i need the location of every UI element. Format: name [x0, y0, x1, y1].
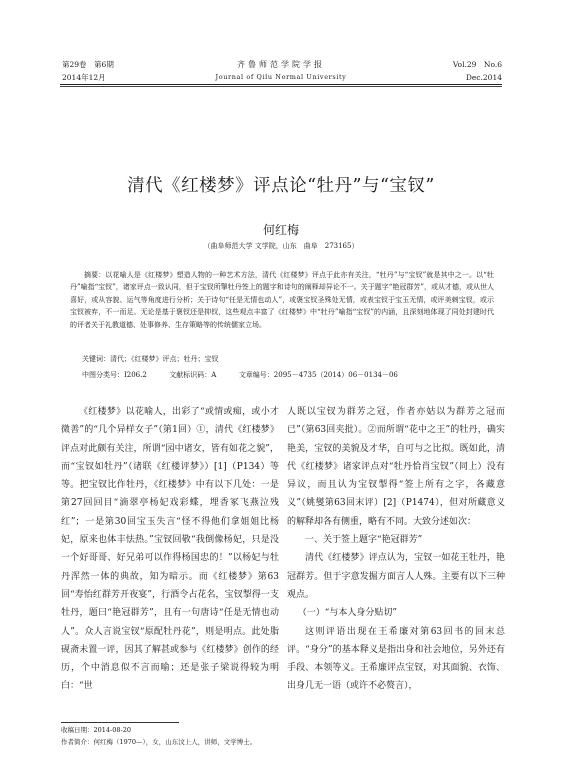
volume-issue-en: Vol.29 No.6 [452, 60, 502, 69]
journal-name-en: Journal of Qilu Normal University [215, 73, 347, 81]
abstract-text: 摘要：以花喻人是《红楼梦》塑造人物的一种艺术方法，清代《红楼梦》评点于此亦有关注，“牡丹”与“宝钗”就是其中之一。以“牡丹”喻指“宝钗”，诸家评点一致认同，但于宝钗所掣牡丹签上的题字和诗句的阐释却异论不一。关于题字“艳冠群芳”，或从才德，或从世人喜好，或从容貌、运气等角度进行分析；关于诗句“任是无情也动人”，或褒宝钗圣殊处无情，或表宝钗于宝玉无情，或评美刺宝钗，或示宝钗被弃，不一而足。无论是基于褒钗还是抑钗，这些观点丰富了《红楼梦》中“牡丹”喻指“宝钗”的内涵，且深刻地体现了同处封建时代的评者关于礼教道德、处事修养、生存策略等的传统儒家立场。 [70, 271, 494, 329]
body-paragraph: 清代《红楼梦》评点认为，宝钗一如花王牡丹，艳冠群芳。但于字意发掘方面言人人殊。主要有以下三种观点。 [287, 553, 505, 600]
body-paragraph: 人既以宝钗为群芳之冠，作者亦姑以为群芳之冠而已”（第63回夹批）。②而所谓“花中之王”的牡丹，确实艳美，宝钗的美貌及才华，自可与之比拟。既如此，清代《红楼梦》诸家评点对“牡丹恰肖宝钗”（同上）没有异议，而且认为宝钗掣得“签上所有之字，各藏意义”（姚燮第63回末评）[2]（P1474），但对所藏意义的解释却各有侧重，略有不同。大致分述如次： [287, 407, 505, 527]
issue-date: 2014年12月 [62, 73, 106, 82]
received-date: 收稿日期：2014-08-20 [61, 726, 131, 734]
body-left-column [61, 403, 279, 696]
section-heading: 一、关于签上题字“艳冠群芳” [305, 535, 423, 546]
volume-issue: 第29卷 第6期 [62, 60, 114, 69]
clc-number: 中图分类号：I206.2 [82, 371, 147, 379]
keywords: 关键词：清代；《红楼梦》评点；牡丹；宝钗 [82, 355, 219, 363]
body-right-column [287, 403, 505, 696]
article-title: 清代《红楼梦》评点论“牡丹”与“宝钗” [127, 176, 435, 196]
author-affiliation: （曲阜师范大学 文学院，山东 曲阜 273165） [203, 242, 359, 250]
subsection-heading: （一）“与本人身分贴切” [297, 608, 397, 619]
header-right [453, 58, 502, 84]
document-code: 文献标识码：A [169, 371, 217, 379]
header-rule [60, 84, 502, 85]
journal-name-cn: 齐鲁师范学院学报 [237, 60, 325, 69]
footnote-rule [61, 722, 179, 723]
body-paragraph: 《红楼梦》以花喻人，出彩了“或情或痴，或小才微善”的“几个异样女子”（第1回）①，清代《红楼梦》评点对此颇有关注，所谓“园中诸女，皆有如花之貌”，而“宝钗如牡丹”（诸联《红楼评梦》）[1]（P134）等等。把宝钗比作牡丹，《红楼梦》中有以下几处：一是第27回回目“滴翠亭杨妃戏彩蝶，埋香冢飞燕泣残红”；一是第30回宝玉失言“怪不得他们拿姐姐比杨妃，原来也体丰怯热。”宝钗回敬“我倒像杨妃，只是没一个好哥哥、好兄弟可以作得杨国忠的！”以杨妃与牡丹浑然一体的典故，知为暗示。而《红楼梦》第63回“寿怡红群芳开夜宴”，行酒令占花名，宝钗掣得一支牡丹，题曰“艳冠群芳”，且有一句唐诗“任是无情也动人”。众人言说宝钗“原配牡丹花”，则是明点。此处脂砚斋未置一评，因其了解甚或参与《红楼梦》创作的经历，个中消息似不言而喻；还是张子梁说得较为明白：“世 [61, 407, 279, 692]
abstract [70, 269, 494, 331]
issue-date-en: Dec.2014 [465, 73, 502, 82]
footnote [61, 725, 256, 748]
author-bio: 作者简介：何红梅（1970—），女，山东汶上人，讲师，文学博士。 [61, 737, 257, 746]
body-paragraph: 这则评语出现在王希廉对第63回书的回末总评。“身分”的基本释义是指出身和社会地位，另外还有手段、本领等义。王希廉评点宝钗，对其面貌、衣饰、出身几无一语（或许不必赘言）， [287, 626, 505, 692]
classification-line [82, 370, 398, 380]
author-name: 何红梅 [262, 223, 299, 237]
header-rule-thin [60, 86, 502, 87]
article-number: 文章编号：2095－4735（2014）06－0134－06 [238, 371, 398, 379]
